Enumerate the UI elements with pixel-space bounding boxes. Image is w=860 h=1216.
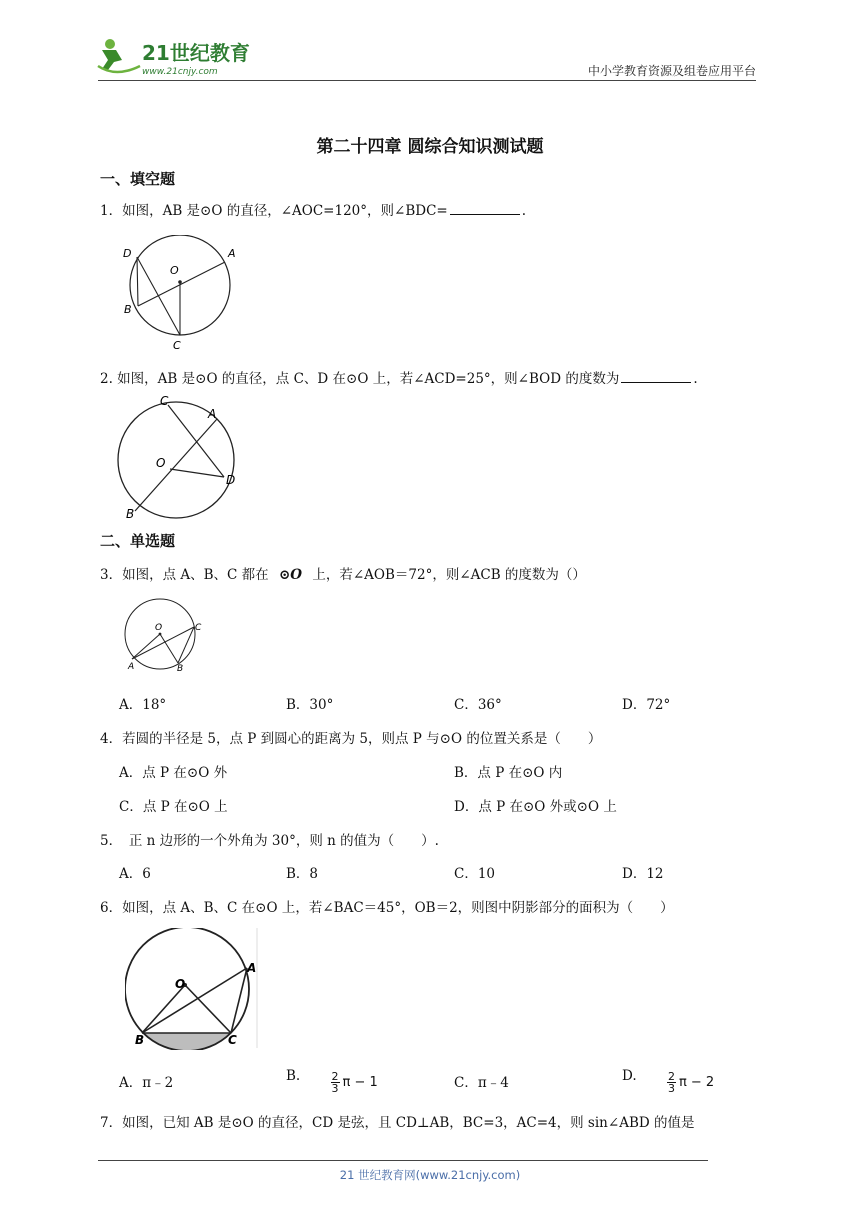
q6-option-d-formula: 2 3 π − 2 [667,1070,715,1095]
label-O: O [156,456,166,470]
q4-option-c[interactable]: C．点 P 在⊙O 上 [119,799,228,815]
label-C: C [195,623,202,633]
q4-option-b[interactable]: B．点 P 在⊙O 内 [454,765,563,781]
label-A: A [128,662,135,672]
section-fill-heading: 一、填空题 [100,170,176,188]
site-logo [96,36,266,78]
question-1-end: . [521,203,527,219]
figure-q2 [112,392,252,522]
figure-q1 [118,235,248,353]
figure-q3 [120,598,212,674]
q5-option-b[interactable]: B．8 [286,866,319,882]
label-O: O [175,977,186,991]
label-A: A [247,961,257,975]
q4-option-a[interactable]: A．点 P 在⊙O 外 [119,765,228,781]
q6-option-a[interactable]: A．π﹣2 [119,1075,174,1091]
question-7: 7．如图，已知 AB 是⊙O 的直径，CD 是弦，且 CD⊥AB，BC=3，AC=4，则 sin∠ABD 的值是 [100,1115,695,1131]
label-A: A [208,407,217,421]
q5-option-a[interactable]: A．6 [119,866,151,882]
q6-option-d[interactable] [622,1068,714,1094]
platform-name: 中小学教育资源及组卷应用平台 [587,64,756,78]
figure-q6 [125,928,261,1050]
question-2 [100,367,698,387]
label-B: B [135,1033,145,1047]
question-4: 4．若圆的半径是 5，点 P 到圆心的距离为 5，则点 P 与⊙O 的位置关系是（ ） [100,731,602,747]
q3-option-a[interactable]: A．18° [119,697,167,713]
label-D: D [226,473,236,487]
answer-blank[interactable] [450,202,520,215]
label-O: O [155,623,163,633]
label-C: C [173,339,181,352]
page-title: 第二十四章 圆综合知识测试题 [316,137,544,157]
q6-option-b[interactable] [286,1068,378,1094]
label-C: C [160,394,169,408]
q5-option-d[interactable]: D．12 [622,866,664,882]
question-3 [100,563,586,583]
q3-option-c[interactable]: C．36° [454,697,502,713]
question-1 [100,199,526,219]
footer-divider [98,1160,708,1161]
footer-text[interactable]: 21 世纪教育网(www.21cnjy.com) [339,1168,521,1182]
label-B: B [177,664,184,674]
question-2-text: 2. 如图，AB 是⊙O 的直径，点 C、D 在⊙O 上，若∠ACD=25°，则∠BOD 的度数为 [100,371,620,387]
section-single-heading: 二、单选题 [100,532,176,550]
question-3-text-b: 上，若∠AOB＝72°，则∠ACB 的度数为（） [312,567,586,583]
q6-option-d-label: D. [622,1068,637,1084]
q3-option-d[interactable]: D．72° [622,697,671,713]
question-3-text-a: 3．如图，点 A、B、C 都在 [100,567,269,583]
logo-url: www.21cnjy.com [142,67,218,77]
label-C: C [228,1033,237,1047]
question-5: 5． 正 n 边形的一个外角为 30°，则 n 的值为（ ）. [100,833,439,849]
label-A: A [228,247,236,260]
label-D: D [123,247,132,260]
question-1-text: 1．如图，AB 是⊙O 的直径，∠AOC=120°，则∠BDC= [100,203,448,219]
q6-option-c[interactable]: C．π﹣4 [454,1075,509,1091]
header-divider [98,80,756,81]
label-B: B [126,507,135,521]
q3-option-b[interactable]: B．30° [286,697,334,713]
circle-symbol: ⊙O [278,567,303,583]
q6-option-b-label: B. [286,1068,301,1084]
q6-option-b-formula: 2 3 π − 1 [331,1070,378,1095]
answer-blank[interactable] [621,370,691,383]
question-6: 6．如图，点 A、B、C 在⊙O 上，若∠BAC＝45°，OB＝2，则图中阴影部分的面积为（ ） [100,900,674,916]
q5-option-c[interactable]: C．10 [454,866,496,882]
label-B: B [124,303,132,316]
q4-option-d[interactable]: D．点 P 在⊙O 外或⊙O 上 [454,799,617,815]
label-O: O [170,264,179,277]
question-2-end: . [693,371,698,387]
logo-text: 21世纪教育 [142,41,250,65]
